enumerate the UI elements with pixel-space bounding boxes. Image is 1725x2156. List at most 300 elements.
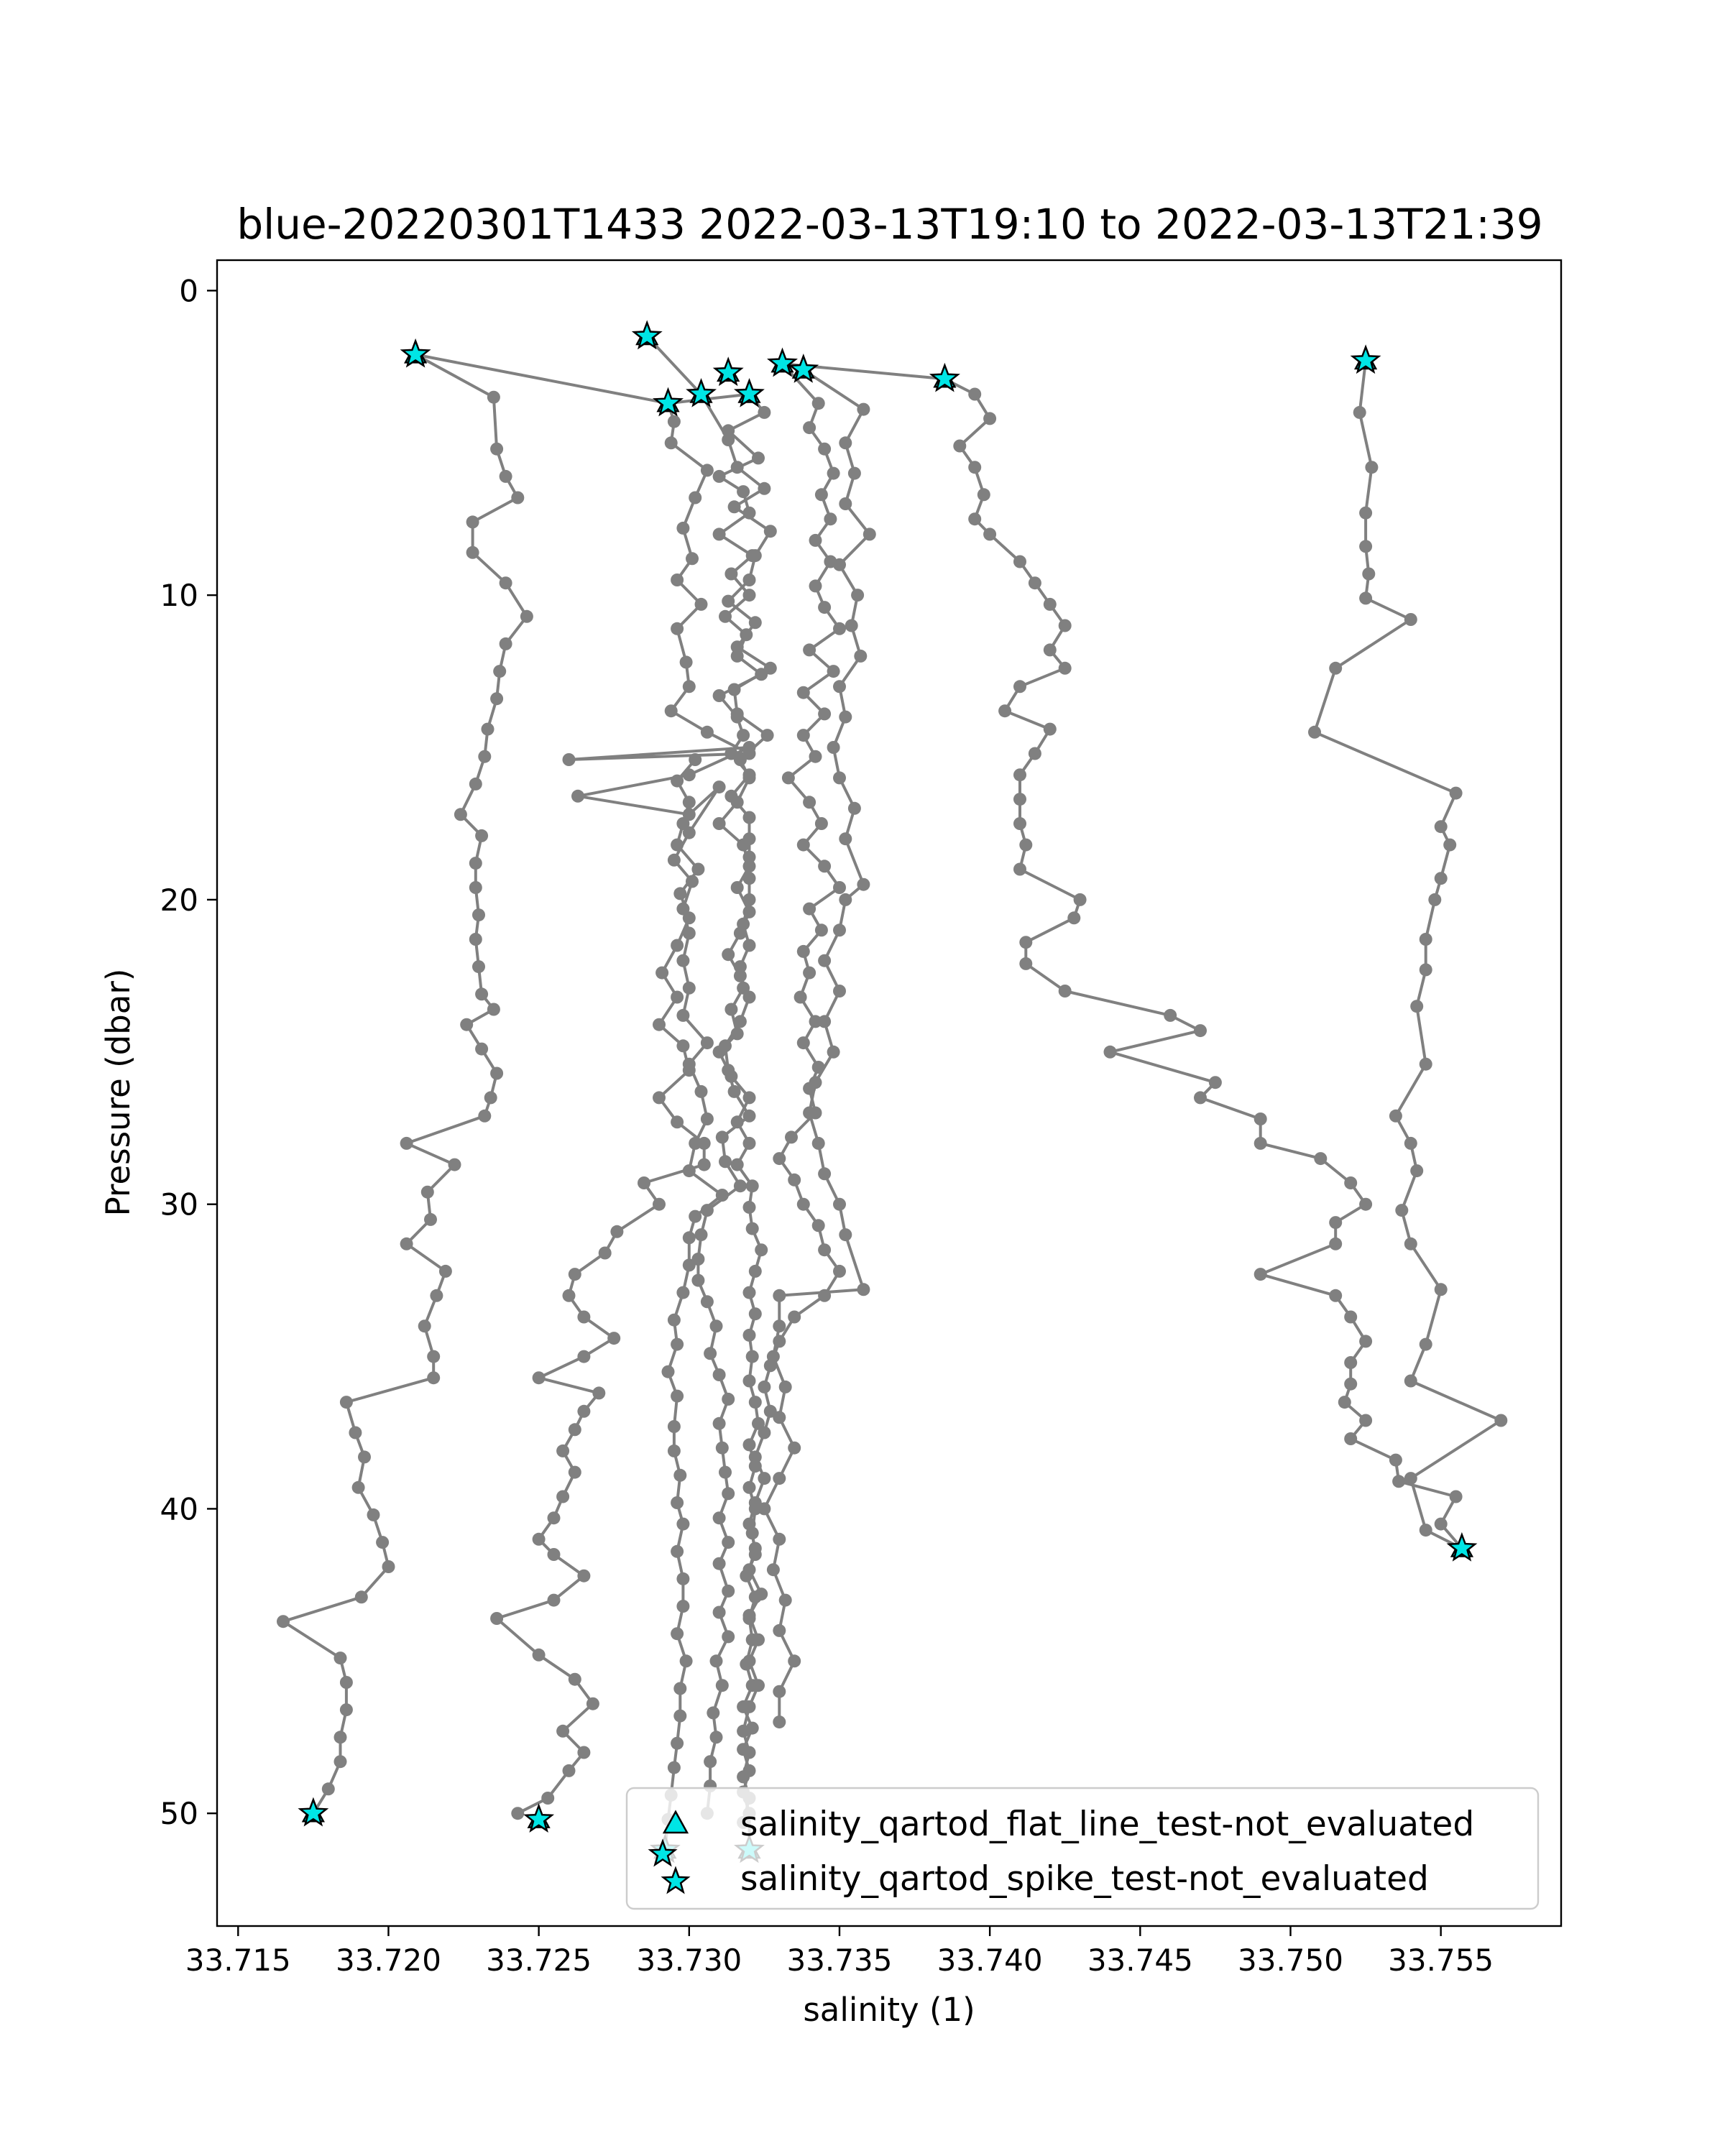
data-point <box>1359 1414 1372 1427</box>
data-point <box>1344 1432 1357 1445</box>
y-axis-label: Pressure (dbar) <box>99 968 137 1217</box>
data-point <box>716 1442 729 1455</box>
data-point <box>797 729 810 742</box>
data-point <box>779 1594 792 1607</box>
data-point <box>1329 1216 1342 1229</box>
data-point <box>722 1487 735 1500</box>
data-point <box>737 839 750 852</box>
data-point <box>743 860 756 872</box>
data-point <box>785 1130 798 1143</box>
data-point <box>577 1746 590 1759</box>
data-point <box>577 1311 590 1324</box>
data-point <box>734 753 747 766</box>
data-point <box>803 1107 816 1120</box>
data-point <box>676 1572 689 1585</box>
data-point <box>773 1472 786 1485</box>
data-point <box>713 1557 726 1570</box>
data-point <box>737 1770 750 1783</box>
data-point <box>673 887 686 900</box>
data-point <box>1164 1009 1177 1022</box>
data-point <box>803 967 816 980</box>
data-point <box>683 911 696 924</box>
data-point <box>671 1115 684 1128</box>
data-point <box>1365 461 1378 474</box>
data-point <box>716 1130 729 1143</box>
data-point <box>1067 911 1080 924</box>
data-point <box>731 640 744 653</box>
data-point <box>490 1067 503 1080</box>
data-point <box>1013 768 1026 781</box>
data-point <box>743 589 756 602</box>
data-point <box>571 790 584 803</box>
data-point <box>728 1085 741 1098</box>
data-point <box>773 1685 786 1698</box>
data-point <box>743 1375 756 1388</box>
data-point <box>599 1247 612 1260</box>
data-point <box>691 1274 704 1287</box>
y-tick-label: 40 <box>160 1491 198 1527</box>
data-point <box>710 1654 723 1667</box>
data-point <box>734 927 747 940</box>
data-point <box>818 707 831 720</box>
data-point <box>400 1137 413 1150</box>
data-point <box>340 1703 353 1716</box>
data-point <box>1254 1268 1267 1281</box>
data-point <box>1450 1491 1463 1503</box>
data-point <box>673 1469 686 1482</box>
data-point <box>466 515 479 528</box>
data-point <box>743 1110 756 1123</box>
data-point <box>758 1381 770 1393</box>
data-point <box>695 1228 708 1241</box>
data-point <box>863 528 876 540</box>
data-point <box>857 403 870 416</box>
data-point <box>722 1536 735 1549</box>
data-point <box>716 1679 729 1692</box>
data-point <box>671 775 684 788</box>
data-point <box>773 1411 786 1424</box>
data-point <box>478 1110 491 1123</box>
data-point <box>761 729 774 742</box>
data-point <box>815 923 828 936</box>
data-point <box>857 1283 870 1296</box>
data-point <box>683 1064 696 1077</box>
data-point <box>592 1386 605 1399</box>
data-point <box>734 1015 747 1028</box>
data-point <box>743 573 756 586</box>
data-point <box>827 665 840 678</box>
data-point <box>719 1039 732 1052</box>
data-point <box>743 1201 756 1214</box>
data-point <box>731 881 744 894</box>
data-point <box>689 753 702 766</box>
data-point <box>978 488 990 501</box>
data-point <box>487 391 500 404</box>
data-point <box>704 1347 717 1360</box>
data-point <box>758 1427 770 1439</box>
data-point <box>563 753 576 766</box>
data-point <box>743 1518 756 1531</box>
data-point <box>500 576 512 589</box>
data-point <box>460 1018 473 1031</box>
data-point <box>773 1319 786 1332</box>
data-point <box>1194 1091 1207 1104</box>
data-point <box>983 528 996 540</box>
data-point <box>448 1158 461 1171</box>
data-point <box>848 467 861 480</box>
data-point <box>1389 1454 1402 1467</box>
x-tick-label: 33.755 <box>1388 1943 1494 1978</box>
data-point <box>698 1137 711 1150</box>
data-point <box>1209 1076 1222 1089</box>
data-point <box>1344 1176 1357 1189</box>
data-point <box>818 1167 831 1180</box>
data-point <box>668 1761 681 1774</box>
data-point <box>803 643 816 656</box>
data-point <box>809 1076 822 1089</box>
data-point <box>713 1368 726 1381</box>
data-point <box>1404 1137 1417 1150</box>
data-point <box>656 967 668 980</box>
data-point <box>484 1091 497 1104</box>
data-point <box>1013 817 1026 830</box>
data-point <box>713 1511 726 1524</box>
data-point <box>671 622 684 635</box>
data-point <box>334 1651 347 1664</box>
data-point <box>839 436 852 449</box>
data-point <box>1329 1289 1342 1302</box>
data-point <box>737 485 750 498</box>
data-point <box>382 1560 395 1573</box>
data-point <box>355 1590 368 1603</box>
data-point <box>563 1289 576 1302</box>
data-point <box>469 933 482 946</box>
data-point <box>713 780 726 793</box>
data-point <box>809 534 822 547</box>
data-point <box>833 1265 846 1278</box>
data-point <box>668 854 681 867</box>
data-point <box>773 1624 786 1637</box>
legend-label: salinity_qartod_flat_line_test-not_evaluated <box>740 1805 1475 1844</box>
data-point <box>713 689 726 702</box>
data-point <box>1104 1046 1117 1059</box>
data-point <box>695 1085 708 1098</box>
data-point <box>743 1137 756 1150</box>
data-point <box>665 704 678 717</box>
data-point <box>818 860 831 872</box>
data-point <box>818 1243 831 1256</box>
data-point <box>691 1253 704 1266</box>
data-point <box>724 568 737 581</box>
data-point <box>533 1649 546 1662</box>
data-point <box>713 817 726 830</box>
data-point <box>493 665 506 678</box>
data-point <box>779 1381 792 1393</box>
data-point <box>833 923 846 936</box>
data-point <box>427 1371 440 1384</box>
data-point <box>1338 1396 1351 1409</box>
y-tick-label: 50 <box>160 1796 198 1832</box>
data-point <box>983 412 996 425</box>
data-point <box>668 1445 681 1457</box>
data-point <box>676 522 689 535</box>
data-point <box>475 987 488 1000</box>
data-point <box>1329 662 1342 675</box>
data-point <box>665 436 678 449</box>
data-point <box>746 1350 759 1363</box>
data-point <box>671 1737 684 1750</box>
data-point <box>1420 933 1432 946</box>
data-point <box>676 1286 689 1299</box>
data-point <box>788 1442 801 1455</box>
data-point <box>782 771 795 784</box>
data-point <box>653 1018 666 1031</box>
data-point <box>1254 1112 1267 1125</box>
data-point <box>1428 893 1441 906</box>
data-point <box>676 1009 689 1022</box>
data-point <box>1029 576 1041 589</box>
data-point <box>722 1393 735 1406</box>
data-point <box>824 512 837 525</box>
data-point <box>1013 863 1026 876</box>
data-point <box>698 1158 711 1171</box>
data-point <box>520 610 533 623</box>
data-point <box>472 908 485 921</box>
data-point <box>797 1198 810 1211</box>
data-point <box>676 817 689 830</box>
data-point <box>487 1003 500 1016</box>
data-point <box>746 1222 759 1235</box>
data-point <box>773 1289 786 1302</box>
data-point <box>680 1654 693 1667</box>
data-point <box>731 461 744 474</box>
data-point <box>472 960 485 973</box>
x-tick-label: 33.715 <box>185 1943 291 1978</box>
data-point <box>689 492 702 505</box>
data-point <box>764 662 777 675</box>
data-point <box>673 1710 686 1723</box>
data-point <box>788 1174 801 1187</box>
data-point <box>1059 619 1072 632</box>
data-point <box>749 616 762 629</box>
data-point <box>1314 1152 1327 1165</box>
data-point <box>482 723 494 736</box>
data-point <box>1013 556 1026 568</box>
data-point <box>1254 1137 1267 1150</box>
data-point <box>752 1634 765 1646</box>
data-point <box>1044 723 1057 736</box>
data-point <box>1344 1311 1357 1324</box>
y-tick-label: 0 <box>179 273 198 309</box>
data-point <box>671 1545 684 1558</box>
data-point <box>1019 957 1032 970</box>
data-point <box>683 680 696 693</box>
data-point <box>839 497 852 510</box>
data-point <box>676 954 689 967</box>
data-point <box>1494 1414 1507 1427</box>
data-point <box>671 1338 684 1351</box>
data-point <box>367 1508 380 1521</box>
data-point <box>827 741 840 754</box>
data-point <box>1308 726 1321 739</box>
data-point <box>833 680 846 693</box>
data-point <box>1044 643 1057 656</box>
data-point <box>1013 793 1026 806</box>
data-point <box>424 1213 437 1226</box>
data-point <box>439 1265 452 1278</box>
data-point <box>722 433 735 446</box>
data-point <box>848 802 861 815</box>
data-point <box>743 811 756 824</box>
data-point <box>818 1015 831 1028</box>
data-point <box>1029 747 1041 760</box>
data-point <box>1359 1198 1372 1211</box>
data-point <box>737 1725 750 1738</box>
data-point <box>500 637 512 650</box>
data-point <box>767 1350 780 1363</box>
data-point <box>349 1427 362 1439</box>
data-point <box>653 1198 666 1211</box>
data-point <box>809 579 822 592</box>
legend <box>627 1788 1538 1909</box>
data-point <box>833 622 846 635</box>
data-point <box>833 985 846 998</box>
data-point <box>1353 406 1366 419</box>
data-point <box>421 1186 434 1199</box>
data-point <box>668 1314 681 1327</box>
data-point <box>577 1350 590 1363</box>
data-point <box>833 558 846 571</box>
data-point <box>686 552 699 565</box>
x-axis-label: salinity (1) <box>803 1991 975 2029</box>
data-point <box>707 1706 719 1719</box>
data-point <box>749 1265 762 1278</box>
data-point <box>340 1396 353 1409</box>
data-point <box>743 1329 756 1342</box>
data-point <box>743 1746 756 1759</box>
data-point <box>839 893 852 906</box>
data-point <box>767 1563 780 1576</box>
data-point <box>1044 598 1057 611</box>
data-point <box>758 1502 770 1515</box>
data-point <box>469 881 482 894</box>
data-point <box>334 1755 347 1768</box>
data-point <box>755 1588 768 1600</box>
data-point <box>1059 662 1072 675</box>
data-point <box>683 1231 696 1244</box>
data-point <box>953 440 966 453</box>
data-point <box>638 1176 650 1189</box>
data-point <box>1344 1356 1357 1369</box>
data-point <box>797 839 810 852</box>
data-point <box>671 939 684 952</box>
data-point <box>722 595 735 608</box>
data-point <box>500 470 512 483</box>
data-point <box>743 1481 756 1494</box>
data-point <box>773 1152 786 1165</box>
data-point <box>610 1225 623 1238</box>
data-point <box>376 1536 389 1549</box>
data-point <box>475 829 488 842</box>
data-point <box>815 817 828 830</box>
data-point <box>569 1268 581 1281</box>
data-point <box>586 1697 599 1710</box>
data-point <box>713 1417 726 1430</box>
data-point <box>1410 1000 1423 1013</box>
data-point <box>743 1438 756 1451</box>
data-point <box>818 601 831 614</box>
data-point <box>683 796 696 808</box>
data-point <box>713 470 726 483</box>
data-point <box>998 704 1011 717</box>
data-point <box>701 1295 714 1308</box>
data-point <box>743 1091 756 1104</box>
data-point <box>569 1466 581 1479</box>
data-point <box>719 1155 732 1168</box>
data-point <box>1392 1475 1405 1488</box>
data-point <box>749 1542 762 1555</box>
data-point <box>827 1046 840 1059</box>
data-point <box>1420 1524 1432 1537</box>
data-point <box>812 397 825 410</box>
data-point <box>1410 1164 1423 1177</box>
data-point <box>1019 936 1032 949</box>
data-point <box>968 388 981 401</box>
data-point <box>352 1481 365 1494</box>
data-point <box>653 1091 666 1104</box>
data-point <box>680 655 693 668</box>
data-point <box>1389 1110 1402 1123</box>
x-tick-label: 33.735 <box>786 1943 893 1978</box>
data-point <box>340 1676 353 1689</box>
data-point <box>743 1563 756 1576</box>
data-point <box>731 1158 744 1171</box>
data-point <box>839 832 852 845</box>
data-point <box>746 1179 759 1192</box>
data-point <box>854 650 867 663</box>
data-point <box>755 1243 768 1256</box>
data-point <box>734 969 747 982</box>
data-point <box>1404 613 1417 626</box>
data-point <box>277 1615 290 1628</box>
data-point <box>511 492 524 505</box>
data-point <box>556 1491 569 1503</box>
data-point <box>400 1238 413 1250</box>
data-point <box>676 1039 689 1052</box>
data-point <box>1420 1058 1432 1071</box>
data-point <box>676 1518 689 1531</box>
data-point <box>812 1137 825 1150</box>
data-point <box>731 707 744 720</box>
data-point <box>668 415 681 428</box>
x-tick-label: 33.720 <box>335 1943 441 1978</box>
data-point <box>1404 1375 1417 1388</box>
data-point <box>788 1654 801 1667</box>
data-point <box>548 1511 561 1524</box>
data-point <box>1404 1238 1417 1250</box>
data-point <box>803 421 816 434</box>
data-point <box>719 610 732 623</box>
data-point <box>577 1405 590 1418</box>
data-point <box>322 1782 335 1795</box>
data-point <box>691 863 704 876</box>
data-point <box>533 1371 546 1384</box>
data-point <box>1435 820 1448 833</box>
data-point <box>713 1606 726 1619</box>
data-point <box>815 488 828 501</box>
data-point <box>607 1332 620 1345</box>
data-point <box>548 1594 561 1607</box>
